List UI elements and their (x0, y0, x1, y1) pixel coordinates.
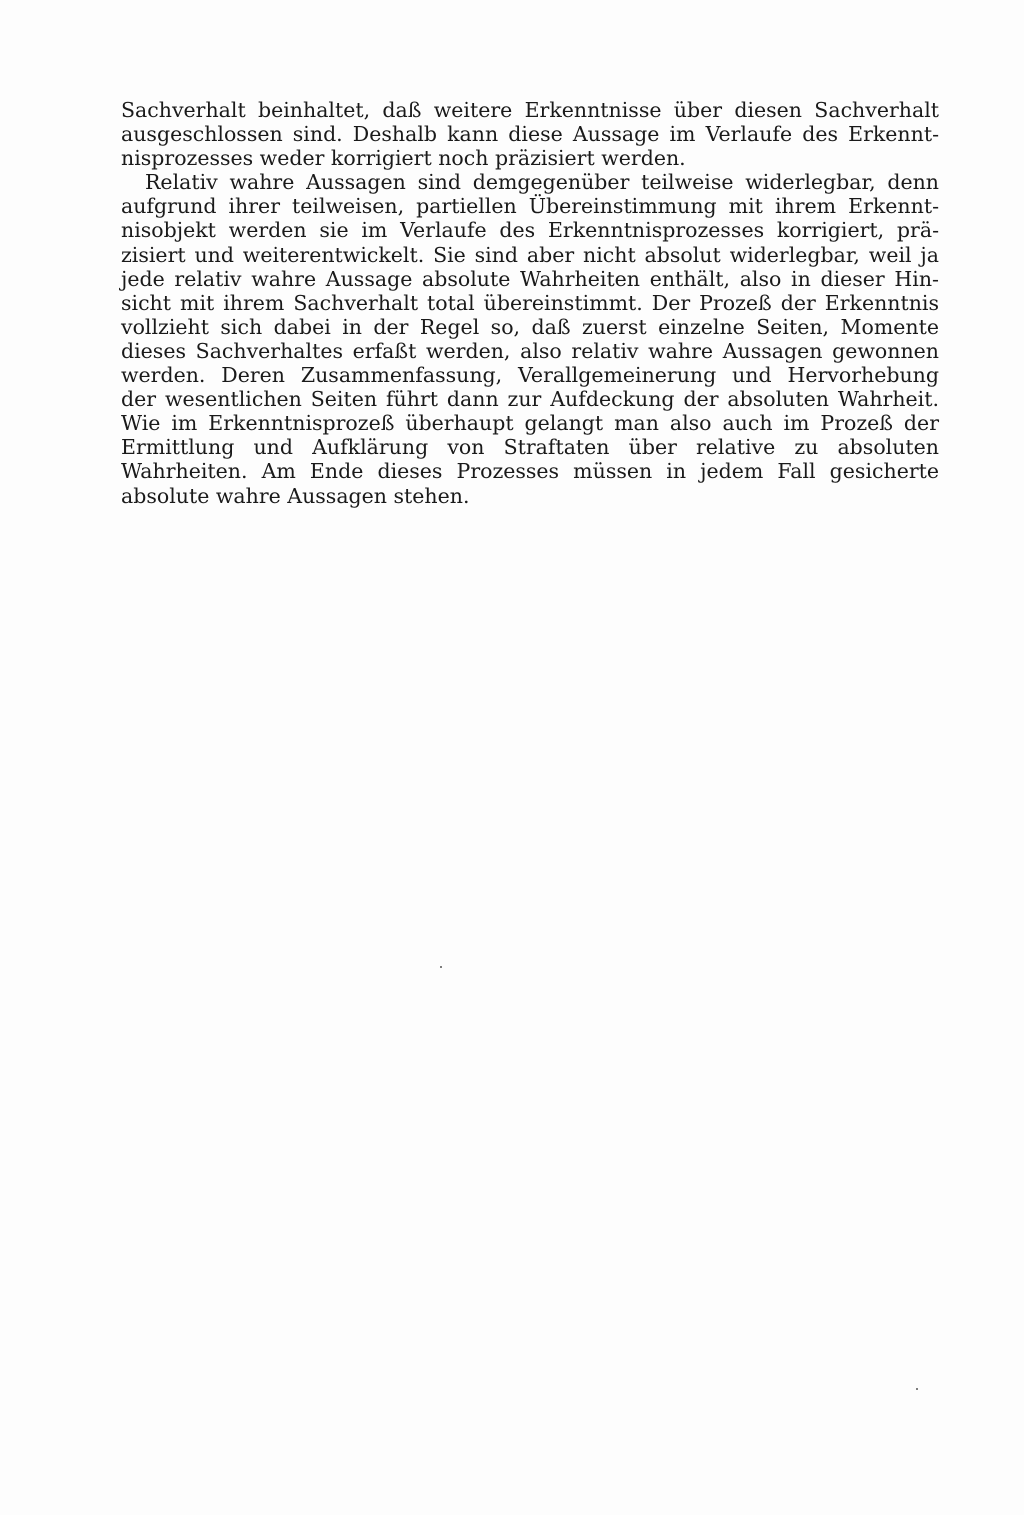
text-line: Sachverhalt beinhaltet, daß weitere Erkenntnisse über diesen Sachverhalt (121, 98, 939, 122)
text-line: absolute wahre Aussagen stehen. (121, 483, 470, 508)
text-line: dieses Sachverhaltes erfaßt werden, also relativ wahre Aussagen gewonnen (121, 338, 939, 363)
text-line: werden. Deren Zusammenfassung, Verallgemeinerung und Hervorhebung (121, 363, 939, 388)
text-line: sicht mit ihrem Sachverhalt total übereinstimmt. Der Prozeß der Erkenntnis (121, 290, 939, 315)
text-line: Wahrheiten. Am Ende dieses Prozesses müssen in jedem Fall gesicherte (121, 459, 939, 484)
text-line: ausgeschlossen sind. Deshalb kann diese Aussage im Verlaufe des Erkennt- (121, 122, 939, 147)
text-line: Ermittlung und Aufklärung von Straftaten über relative zu absoluten (121, 435, 939, 460)
text-line: Relativ wahre Aussagen sind demgegenüber teilweise widerlegbar, denn (145, 170, 939, 195)
body-text (121, 98, 939, 508)
scan-speck (440, 966, 442, 968)
text-line: Wie im Erkenntnisprozeß überhaupt gelangt man also auch im Prozeß der (121, 411, 939, 436)
text-line: nisobjekt werden sie im Verlaufe des Erkenntnisprozesses korrigiert, prä- (121, 218, 939, 243)
text-line: nisprozesses weder korrigiert noch präzisiert werden. (121, 146, 686, 171)
text-line: aufgrund ihrer teilweisen, partiellen Übereinstimmung mit ihrem Erkennt- (121, 194, 939, 219)
text-line: jede relativ wahre Aussage absolute Wahrheiten enthält, also in dieser Hin- (121, 266, 939, 291)
scan-speck (916, 1388, 918, 1390)
text-line: zisiert und weiterentwickelt. Sie sind aber nicht absolut widerlegbar, weil ja (121, 242, 939, 267)
text-line: der wesentlichen Seiten führt dann zur Aufdeckung der absoluten Wahrheit. (121, 387, 939, 412)
text-line: vollzieht sich dabei in der Regel so, daß zuerst einzelne Seiten, Momente (121, 314, 939, 339)
paragraph-1 (121, 98, 939, 170)
paragraph-2 (121, 170, 939, 507)
